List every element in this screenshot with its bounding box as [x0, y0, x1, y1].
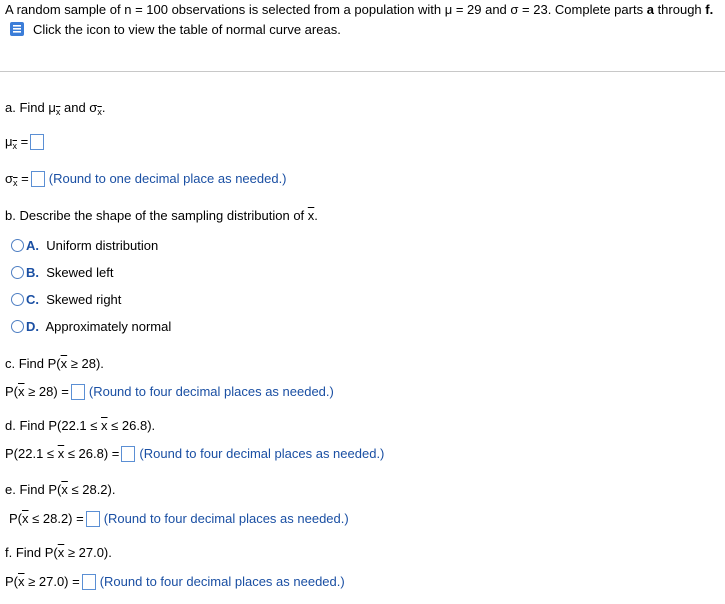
- x-bar: $\overline{x}$: [61, 482, 68, 497]
- part-b-heading-end: .: [314, 208, 318, 223]
- x-bar: $\overline{x}$: [60, 356, 68, 371]
- problem-text: A random sample of n = 100 observations is selected from a population with μ = 29 and σ = 23. Complete parts: [5, 2, 644, 17]
- divider: [0, 71, 725, 72]
- sigma-label: σ: [5, 171, 14, 186]
- part-f-heading: [5, 545, 112, 560]
- option-d-radio[interactable]: [11, 320, 24, 333]
- option-a-radio[interactable]: [11, 239, 24, 252]
- part-d-answer-row: [5, 446, 384, 462]
- sub-x: x: [12, 141, 17, 151]
- answer-post: ≥ 27.0) =: [28, 574, 80, 589]
- part-b-x: $\overline{x}$: [307, 208, 315, 223]
- part-d-hint: (Round to four decimal places as needed.): [139, 446, 385, 461]
- x-bar: $\overline{x}$: [57, 446, 65, 461]
- mu-answer-row: [5, 134, 48, 151]
- part-c-answer-row: [5, 384, 334, 400]
- book-icon[interactable]: [9, 21, 25, 37]
- heading-post: ≥ 28).: [70, 356, 104, 371]
- part-b-heading-pre: b. Describe the shape of the sampling distribution of: [5, 208, 305, 223]
- option-a[interactable]: [26, 238, 158, 253]
- part-d-heading: [5, 418, 155, 433]
- sub-x: x: [13, 178, 18, 188]
- problem-statement: [5, 2, 713, 17]
- answer-pre: P(: [5, 384, 18, 399]
- x-bar: $\overline{x}$: [57, 545, 65, 560]
- option-text: Uniform distribution: [46, 238, 159, 253]
- option-b[interactable]: [26, 265, 113, 280]
- x-bar: $\overline{x}$: [18, 384, 25, 399]
- answer-post: ≤ 26.8) =: [67, 446, 120, 461]
- x-bar: $\overline{x}$: [101, 418, 108, 433]
- heading-post: ≤ 28.2).: [71, 482, 116, 497]
- mu-input[interactable]: [30, 134, 44, 150]
- answer-pre: P(22.1 ≤: [5, 446, 55, 461]
- option-letter: C.: [26, 292, 39, 307]
- heading-pre: f. Find P(: [5, 545, 58, 560]
- part-a-heading: [5, 100, 105, 117]
- answer-pre: P(: [9, 511, 22, 526]
- part-f-hint: (Round to four decimal places as needed.): [99, 574, 345, 589]
- sigma-answer-row: [5, 171, 287, 188]
- part-b-heading: [5, 208, 318, 223]
- x-bar: $\overline{x}$: [22, 511, 29, 526]
- option-b-radio[interactable]: [11, 266, 24, 279]
- answer-post: ≥ 28) =: [28, 384, 69, 399]
- part-e-input[interactable]: [86, 511, 100, 527]
- through-text: through: [657, 2, 702, 17]
- part-a-ref: a: [646, 2, 654, 17]
- heading-post: ≥ 27.0).: [67, 545, 112, 560]
- part-a-heading-mid: and σ: [63, 100, 98, 115]
- part-f-answer-row: [5, 574, 345, 590]
- sub-x: x: [97, 107, 102, 117]
- option-text: Approximately normal: [45, 319, 172, 334]
- option-letter: A.: [26, 238, 39, 253]
- sub-x: x: [55, 107, 61, 117]
- sigma-input[interactable]: [31, 171, 45, 187]
- answer-post: ≤ 28.2) =: [32, 511, 84, 526]
- equals-sign: =: [21, 171, 29, 186]
- answer-pre: P(: [5, 574, 18, 589]
- option-c[interactable]: [26, 292, 121, 307]
- option-text: Skewed left: [46, 265, 114, 280]
- part-a-heading-end: .: [101, 100, 106, 115]
- heading-post: ≤ 26.8).: [111, 418, 156, 433]
- x-bar: $\overline{x}$: [18, 574, 25, 589]
- part-a-heading-pre: a. Find μ: [5, 100, 56, 115]
- part-e-answer-row: [9, 511, 349, 527]
- option-c-radio[interactable]: [11, 293, 24, 306]
- heading-pre: c. Find P(: [5, 356, 61, 371]
- option-text: Skewed right: [46, 292, 122, 307]
- part-e-heading: [5, 482, 115, 497]
- mu-label: μ: [5, 134, 13, 149]
- equals-sign: =: [20, 134, 29, 149]
- part-d-input[interactable]: [121, 446, 135, 462]
- part-c-input[interactable]: [71, 384, 85, 400]
- heading-pre: e. Find P(: [5, 482, 62, 497]
- heading-pre: d. Find P(22.1 ≤: [5, 418, 98, 433]
- part-c-heading: [5, 356, 104, 371]
- part-c-hint: (Round to four decimal places as needed.): [88, 384, 334, 399]
- option-d[interactable]: [26, 319, 171, 334]
- part-f-input[interactable]: [82, 574, 96, 590]
- option-letter: B.: [26, 265, 39, 280]
- option-letter: D.: [26, 319, 39, 334]
- sigma-hint: (Round to one decimal place as needed.): [48, 171, 287, 186]
- part-f-ref: f.: [705, 2, 714, 17]
- icon-hint: Click the icon to view the table of normal curve areas.: [33, 22, 341, 37]
- part-e-hint: (Round to four decimal places as needed.): [103, 511, 349, 526]
